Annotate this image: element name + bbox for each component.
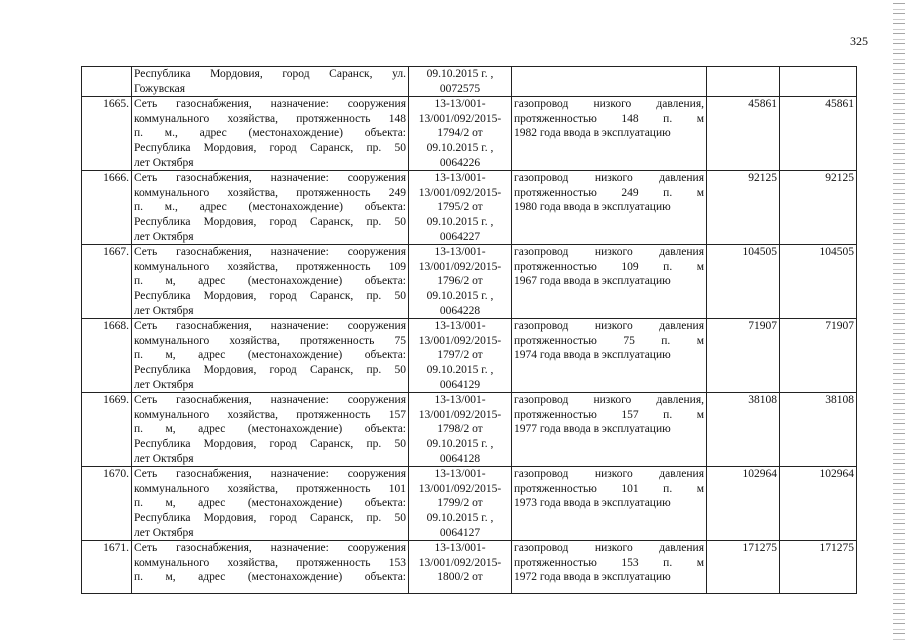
registration-cell (409, 67, 512, 97)
characteristics-cell (512, 67, 707, 97)
page-number: 325 (850, 34, 868, 48)
table-row (82, 171, 857, 245)
description-line: п. м., адрес (местонахождение) объекта: (134, 127, 406, 140)
description-line: Сеть газоснабжения, назначение: сооружения (134, 246, 406, 259)
description-line: Республика Мордовия, город Саранск, ул. (134, 68, 406, 80)
description-line: Республика Мордовия, город Саранск, пр. 50 (134, 437, 406, 450)
registration-line: 0072575 (439, 82, 481, 95)
registration-line: 0064127 (439, 526, 481, 539)
registration-line: 09.10.2015 г. , (426, 141, 494, 154)
value-cell-2: 92125 (780, 171, 857, 245)
registration-line: 1799/2 от (437, 497, 483, 510)
characteristics-cell (512, 171, 707, 245)
registration-line: 13-13/001- (434, 468, 486, 481)
description-line: коммунального хозяйства, протяженность 75 (134, 334, 406, 347)
description-line: Сеть газоснабжения, назначение: сооружения (134, 172, 406, 185)
characteristics-line: 1977 года ввода в эксплуатацию (514, 423, 671, 436)
description-line: п. м., адрес (местонахождение) объекта: (134, 201, 406, 214)
registration-line: 13-13/001- (434, 394, 486, 407)
row-number-cell: 1665. (82, 97, 132, 171)
object-description-cell (132, 319, 409, 393)
description-line: лет Октября (134, 304, 194, 317)
registration-line: 1800/2 от (437, 571, 483, 584)
value-cell-2: 71907 (780, 319, 857, 393)
description-line: Сеть газоснабжения, назначение: сооружения (134, 98, 406, 111)
description-line: Республика Мордовия, город Саранск, пр. 50 (134, 141, 406, 154)
table-row (82, 541, 857, 594)
table-row (82, 67, 857, 97)
characteristics-line: протяженностью 75 п. м (514, 334, 704, 347)
description-line: п. м, адрес (местонахождение) объекта: (134, 497, 406, 510)
description-line: лет Октября (134, 452, 194, 465)
table-row (82, 393, 857, 467)
registration-line: 13/001/092/2015- (418, 556, 502, 569)
registration-cell (409, 393, 512, 467)
characteristics-line: газопровод низкого давления (514, 172, 704, 185)
registration-line: 0064228 (439, 304, 481, 317)
registration-line: 13/001/092/2015- (418, 482, 502, 495)
registration-cell (409, 319, 512, 393)
value-cell-2 (780, 67, 857, 97)
characteristics-cell (512, 97, 707, 171)
registration-line: 09.10.2015 г. , (426, 511, 494, 524)
characteristics-line: протяженностью 153 п. м (514, 556, 704, 569)
object-description-cell (132, 245, 409, 319)
registration-cell (409, 97, 512, 171)
row-number-cell: 1669. (82, 393, 132, 467)
registration-line: 13/001/092/2015- (418, 186, 502, 199)
table-body (82, 67, 857, 594)
registration-line: 13-13/001- (434, 542, 486, 555)
registration-line: 09.10.2015 г. , (426, 68, 494, 80)
registration-line: 1797/2 от (437, 349, 483, 362)
registration-line: 13/001/092/2015- (418, 408, 502, 421)
characteristics-line: 1980 года ввода в эксплуатацию (514, 201, 671, 214)
characteristics-line: газопровод низкого давления (514, 246, 704, 259)
value-cell-1: 38108 (707, 393, 780, 467)
description-line: лет Октября (134, 526, 194, 539)
table-row (82, 467, 857, 541)
characteristics-line: газопровод низкого давления, (514, 98, 704, 111)
description-line: Республика Мордовия, город Саранск, пр. 50 (134, 511, 406, 524)
description-line: Сеть газоснабжения, назначение: сооружения (134, 394, 406, 407)
registration-line: 13/001/092/2015- (418, 112, 502, 125)
characteristics-line: 1972 года ввода в эксплуатацию (514, 571, 671, 584)
value-cell-1: 102964 (707, 467, 780, 541)
value-cell-1: 171275 (707, 541, 780, 594)
table-row (82, 245, 857, 319)
registration-line: 13-13/001- (434, 246, 486, 259)
characteristics-cell (512, 245, 707, 319)
registration-line: 13-13/001- (434, 98, 486, 111)
registration-line: 0064227 (439, 230, 481, 243)
registration-line: 09.10.2015 г. , (426, 289, 494, 302)
object-description-cell (132, 67, 409, 97)
description-line: Сеть газоснабжения, назначение: сооружения (134, 542, 406, 555)
object-description-cell (132, 541, 409, 594)
description-line: коммунального хозяйства, протяженность 249 (134, 186, 406, 199)
registration-line: 0064128 (439, 452, 481, 465)
characteristics-cell (512, 319, 707, 393)
registration-line: 13/001/092/2015- (418, 334, 502, 347)
characteristics-line: протяженностью 101 п. м (514, 482, 704, 495)
row-number-cell: 1671. (82, 541, 132, 594)
value-cell-2: 171275 (780, 541, 857, 594)
registration-line: 13/001/092/2015- (418, 260, 502, 273)
registration-line: 09.10.2015 г. , (426, 215, 494, 228)
characteristics-line: 1982 года ввода в эксплуатацию (514, 127, 671, 140)
description-line: Сеть газоснабжения, назначение: сооружения (134, 468, 406, 481)
characteristics-cell (512, 541, 707, 594)
value-cell-2: 102964 (780, 467, 857, 541)
row-number-cell (82, 67, 132, 97)
characteristics-line: протяженностью 157 п. м (514, 408, 704, 421)
row-number-cell: 1670. (82, 467, 132, 541)
scan-edge-artifact (893, 0, 905, 640)
registration-line: 09.10.2015 г. , (426, 437, 494, 450)
registration-cell (409, 171, 512, 245)
characteristics-line: газопровод низкого давления, (514, 394, 704, 407)
value-cell-1: 104505 (707, 245, 780, 319)
characteristics-cell (512, 467, 707, 541)
value-cell-1 (707, 67, 780, 97)
value-cell-1: 92125 (707, 171, 780, 245)
description-line: лет Октября (134, 230, 194, 243)
description-line: Республика Мордовия, город Саранск, пр. 50 (134, 289, 406, 302)
description-line: коммунального хозяйства, протяженность 157 (134, 408, 406, 421)
value-cell-1: 45861 (707, 97, 780, 171)
description-line: коммунального хозяйства, протяженность 153 (134, 556, 406, 569)
registration-line: 1795/2 от (437, 201, 483, 214)
registration-line: 13-13/001- (434, 320, 486, 333)
value-cell-1: 71907 (707, 319, 780, 393)
characteristics-line: газопровод низкого давления (514, 542, 704, 555)
object-description-cell (132, 171, 409, 245)
value-cell-2: 38108 (780, 393, 857, 467)
object-description-cell (132, 467, 409, 541)
description-line: коммунального хозяйства, протяженность 148 (134, 112, 406, 125)
registration-line: 0064129 (439, 378, 481, 391)
property-registry-table (81, 66, 857, 594)
value-cell-2: 104505 (780, 245, 857, 319)
registration-cell (409, 467, 512, 541)
characteristics-line: 1974 года ввода в эксплуатацию (514, 349, 671, 362)
description-line: Республика Мордовия, город Саранск, пр. 50 (134, 215, 406, 228)
registration-line: 0064226 (439, 156, 481, 169)
characteristics-line: протяженностью 109 п. м (514, 260, 704, 273)
registration-line: 09.10.2015 г. , (426, 363, 494, 376)
characteristics-cell (512, 393, 707, 467)
registration-line: 1794/2 от (437, 127, 483, 140)
description-line: лет Октября (134, 378, 194, 391)
description-line: п. м, адрес (местонахождение) объекта: (134, 423, 406, 436)
description-line: Республика Мордовия, город Саранск, пр. 50 (134, 363, 406, 376)
registration-line: 1798/2 от (437, 423, 483, 436)
object-description-cell (132, 393, 409, 467)
table-row (82, 319, 857, 393)
description-line: Гожувская (134, 82, 186, 95)
description-line: п. м, адрес (местонахождение) объекта: (134, 275, 406, 288)
object-description-cell (132, 97, 409, 171)
row-number-cell: 1666. (82, 171, 132, 245)
description-line: коммунального хозяйства, протяженность 101 (134, 482, 406, 495)
registration-cell (409, 245, 512, 319)
description-line: п. м, адрес (местонахождение) объекта: (134, 571, 406, 584)
registration-line: 1796/2 от (437, 275, 483, 288)
row-number-cell: 1667. (82, 245, 132, 319)
description-line: коммунального хозяйства, протяженность 109 (134, 260, 406, 273)
row-number-cell: 1668. (82, 319, 132, 393)
characteristics-line: протяженностью 148 п. м (514, 112, 704, 125)
characteristics-line: газопровод низкого давления (514, 320, 704, 333)
characteristics-line: 1967 года ввода в эксплуатацию (514, 275, 671, 288)
registration-line: 13-13/001- (434, 172, 486, 185)
characteristics-line: газопровод низкого давления (514, 468, 704, 481)
registration-cell (409, 541, 512, 594)
description-line: лет Октября (134, 156, 194, 169)
characteristics-line: протяженностью 249 п. м (514, 186, 704, 199)
value-cell-2: 45861 (780, 97, 857, 171)
description-line: п. м, адрес (местонахождение) объекта: (134, 349, 406, 362)
characteristics-line: 1973 года ввода в эксплуатацию (514, 497, 671, 510)
table-row (82, 97, 857, 171)
description-line: Сеть газоснабжения, назначение: сооружения (134, 320, 406, 333)
